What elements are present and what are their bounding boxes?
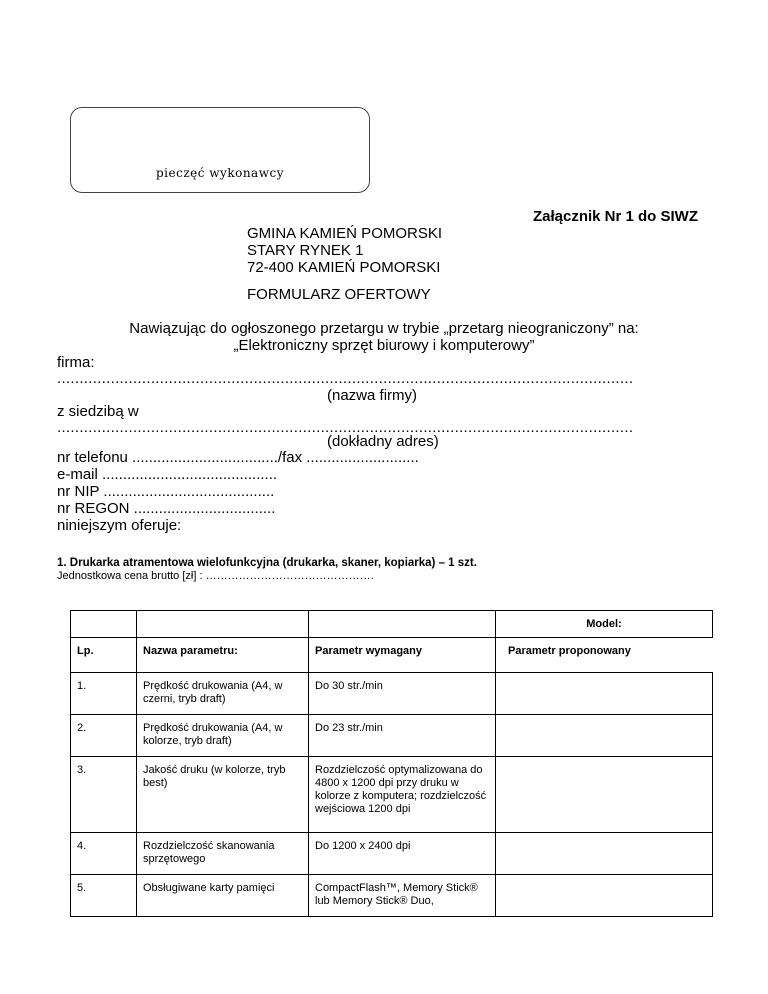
siedziba-dotted-line: ................................................................................................................................. xyxy=(57,419,634,436)
table-row xyxy=(71,673,713,715)
header-row xyxy=(71,638,713,673)
intro-line-1: Nawiązując do ogłoszonego przetargu w trybie „przetarg nieograniczony” na: xyxy=(129,320,639,337)
row-number: 5. xyxy=(71,875,137,917)
addressee-line-1: GMINA KAMIEŃ POMORSKI xyxy=(247,225,443,242)
model-empty-cell-2 xyxy=(137,611,309,638)
row-required-value: CompactFlash™, Memory Stick® lub Memory Stick® Duo, xyxy=(309,875,496,917)
row-required-value: Do 30 str./min xyxy=(309,673,496,715)
addressee-line-2: STARY RYNEK 1 xyxy=(247,242,364,259)
offer-text: niniejszym oferuje: xyxy=(57,517,182,534)
unit-price-line: Jednostkowa cena brutto [zł] : ………………………………………. xyxy=(57,570,374,582)
row-proposed-value xyxy=(496,757,713,833)
firma-label: firma: xyxy=(57,354,95,371)
row-proposed-value xyxy=(496,673,713,715)
row-proposed-value xyxy=(496,833,713,875)
header-parameter-name: Nazwa parametru: xyxy=(137,638,309,673)
model-label: Model: xyxy=(496,611,713,638)
email-field: e-mail .......................................... xyxy=(57,466,278,483)
firma-dotted-line: ................................................................................................................................. xyxy=(57,370,634,387)
header-lp: Lp. xyxy=(71,638,137,673)
row-parameter-name: Obsługiwane karty pamięci xyxy=(137,875,309,917)
table-row xyxy=(71,757,713,833)
model-empty-cell-1 xyxy=(71,611,137,638)
model-empty-cell-3 xyxy=(309,611,496,638)
table-row xyxy=(71,875,713,917)
form-title: FORMULARZ OFERTOWY xyxy=(247,286,431,303)
contact-fields xyxy=(57,449,419,534)
row-parameter-name: Rozdzielczość skanowania sprzętowego xyxy=(137,833,309,875)
row-required-value: Rozdzielczość optymalizowana do 4800 x 1200 dpi przy druku w kolorze z komputera; rozdzielczość wejściowa 1200 dpi xyxy=(309,757,496,833)
stamp-label: pieczęć wykonawcy xyxy=(155,166,284,180)
row-proposed-value xyxy=(496,715,713,757)
siedziba-label: z siedzibą w xyxy=(57,403,139,420)
regon-field: nr REGON .................................. xyxy=(57,500,276,517)
company-stamp-box xyxy=(70,107,370,193)
row-parameter-name: Prędkość drukowania (A4, w kolorze, tryb draft) xyxy=(137,715,309,757)
nip-field: nr NIP ......................................... xyxy=(57,483,275,500)
phone-fax-field: nr telefonu .................................../fax ........................... xyxy=(57,449,419,466)
attachment-number: Załącznik Nr 1 do SIWZ xyxy=(532,208,698,225)
row-required-value: Do 23 str./min xyxy=(309,715,496,757)
row-proposed-value xyxy=(496,875,713,917)
header-proposed-parameter: Parametr proponowany xyxy=(496,638,713,673)
row-number: 2. xyxy=(71,715,137,757)
intro-line-2: „Elektroniczny sprzęt biurowy i komputerowy” xyxy=(233,337,535,354)
intro-text xyxy=(0,320,768,354)
specification-table xyxy=(70,610,713,917)
addressee-line-3: 72-400 KAMIEŃ POMORSKI xyxy=(247,259,441,276)
table-row xyxy=(71,833,713,875)
row-parameter-name: Jakość druku (w kolorze, tryb best) xyxy=(137,757,309,833)
row-number: 4. xyxy=(71,833,137,875)
row-number: 3. xyxy=(71,757,137,833)
siedziba-caption: (dokładny adres) xyxy=(327,433,439,450)
row-parameter-name: Prędkość drukowania (A4, w czerni, tryb draft) xyxy=(137,673,309,715)
firma-caption: (nazwa firmy) xyxy=(327,387,418,404)
row-number: 1. xyxy=(71,673,137,715)
section-heading: 1. Drukarka atramentowa wielofunkcyjna (drukarka, skaner, kopiarka) – 1 szt. xyxy=(57,557,477,569)
row-required-value: Do 1200 x 2400 dpi xyxy=(309,833,496,875)
model-row xyxy=(71,611,713,638)
addressee-block xyxy=(247,225,442,276)
table-row xyxy=(71,715,713,757)
header-required-parameter: Parametr wymagany xyxy=(309,638,496,673)
